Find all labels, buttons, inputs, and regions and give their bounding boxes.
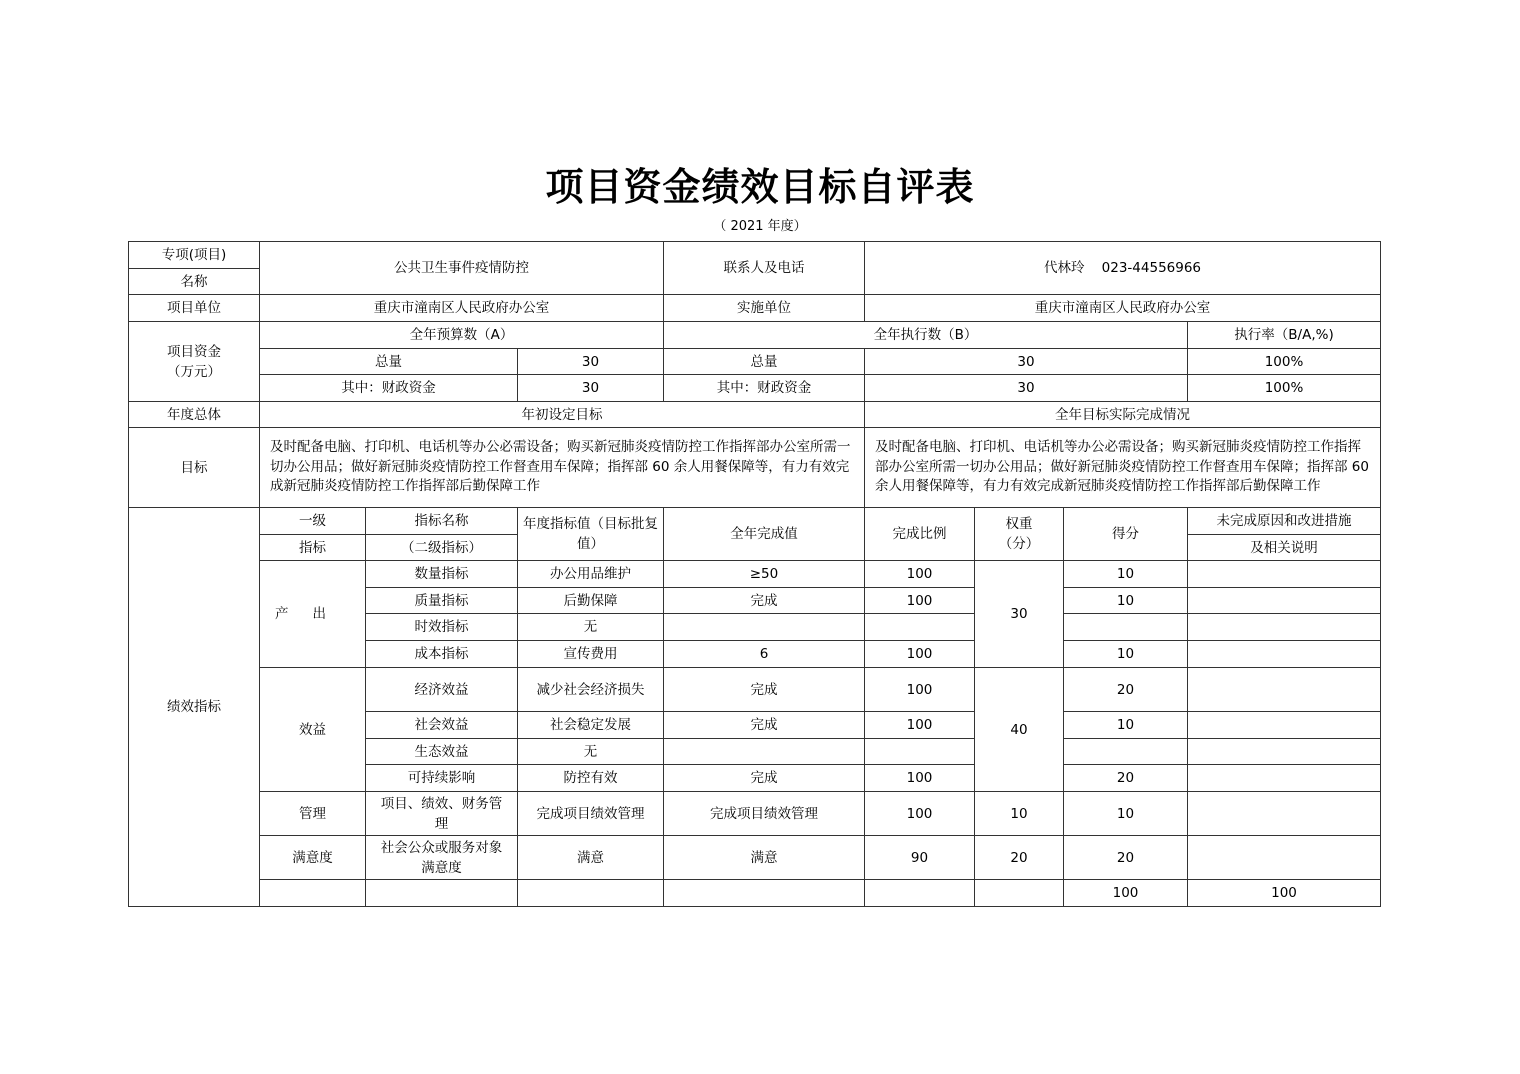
project-name-row: [129, 242, 1381, 269]
row-name: 生态效益: [366, 739, 518, 765]
row-name: 经济效益: [366, 668, 518, 712]
satisfaction-level1: 满意度: [260, 836, 366, 880]
total-weight: 100: [1064, 880, 1188, 907]
satisfaction-score: 20: [1064, 836, 1188, 880]
row-annual: 后勤保障: [518, 588, 664, 614]
row-ratio: [865, 614, 975, 641]
satisfaction-weight: 20: [975, 836, 1064, 880]
funds-total-row: [129, 349, 1381, 375]
row-complete: 完成: [664, 765, 865, 792]
total-row: [129, 880, 1381, 907]
col-level1-b: 指标: [260, 535, 366, 561]
row-reason: [1188, 588, 1381, 614]
unit-value: 重庆市潼南区人民政府办公室: [260, 295, 664, 322]
col-annual: 年度指标值（目标批复值）: [518, 508, 664, 561]
project-name-value: 公共卫生事件疫情防控: [260, 242, 664, 295]
total-exec: 30: [865, 349, 1188, 375]
col-level1-a: 一级: [260, 508, 366, 535]
row-name: 数量指标: [366, 561, 518, 588]
row-score: 10: [1064, 561, 1188, 588]
goals-text-row: [129, 428, 1381, 508]
total-score: 100: [1188, 880, 1381, 907]
row-reason: [1188, 668, 1381, 712]
evaluation-table: [128, 241, 1381, 907]
row-name: 质量指标: [366, 588, 518, 614]
row-ratio: 100: [865, 588, 975, 614]
budget-header: 全年预算数（A）: [260, 322, 664, 349]
col-weight: 权重（分）: [975, 508, 1064, 561]
table-row: [129, 668, 1381, 712]
row-name: 社会效益: [366, 712, 518, 739]
col-reason-a: 未完成原因和改进措施: [1188, 508, 1381, 535]
row-name: 可持续影响: [366, 765, 518, 792]
total-exec-label: 总量: [664, 349, 865, 375]
row-ratio: 100: [865, 641, 975, 668]
goal-label: 目标: [129, 428, 260, 508]
row-complete: [664, 614, 865, 641]
manage-reason: [1188, 792, 1381, 836]
total-empty-cell: [975, 880, 1064, 907]
manage-annual: 完成项目绩效管理: [518, 792, 664, 836]
row-ratio: 100: [865, 765, 975, 792]
row-score: [1064, 614, 1188, 641]
fiscal-budget: 30: [518, 375, 664, 402]
goals-header-row: [129, 402, 1381, 428]
col-ratio: 完成比例: [865, 508, 975, 561]
row-complete: ≥50: [664, 561, 865, 588]
rate-header: 执行率（B/A,%): [1188, 322, 1381, 349]
contact-label: 联系人及电话: [664, 242, 865, 295]
satisfaction-annual: 满意: [518, 836, 664, 880]
fiscal-exec-label: 其中：财政资金: [664, 375, 865, 402]
col-score: 得分: [1064, 508, 1188, 561]
fiscal-label: 其中：财政资金: [260, 375, 518, 402]
row-score: [1064, 739, 1188, 765]
manage-level1: 管理: [260, 792, 366, 836]
impl-label: 实施单位: [664, 295, 865, 322]
row-annual: 无: [518, 614, 664, 641]
manage-score: 10: [1064, 792, 1188, 836]
total-empty-cell: [518, 880, 664, 907]
row-ratio: 100: [865, 668, 975, 712]
row-annual: 宣传费用: [518, 641, 664, 668]
manage-name: 项目、绩效、财务管理: [366, 792, 518, 836]
funds-label: 项目资金（万元）: [129, 322, 260, 402]
fiscal-exec: 30: [865, 375, 1188, 402]
row-complete: 完成: [664, 588, 865, 614]
row-name: 成本指标: [366, 641, 518, 668]
total-budget: 30: [518, 349, 664, 375]
perf-header-row: [129, 508, 1381, 535]
row-complete: 完成: [664, 712, 865, 739]
row-complete: [664, 739, 865, 765]
col-name-b: （二级指标）: [366, 535, 518, 561]
satisfaction-reason: [1188, 836, 1381, 880]
project-name-label: 专项(项目): [129, 242, 260, 269]
target-header: 年初设定目标: [260, 402, 865, 428]
weight-benefit: 40: [975, 668, 1064, 792]
impl-value: 重庆市潼南区人民政府办公室: [865, 295, 1381, 322]
goals-row-label: 年度总体: [129, 402, 260, 428]
satisfaction-ratio: 90: [865, 836, 975, 880]
page-title: 项目资金绩效目标自评表: [545, 164, 975, 209]
actual-text: 及时配备电脑、打印机、电话机等办公必需设备；购买新冠肺炎疫情防控工作指挥部办公室所需一切办公用品；做好新冠肺炎疫情防控工作督查用车保障；指挥部 60 余人用餐保障等，有力有效完成新冠肺炎疫情防控工作指挥部后勤保障工作: [865, 428, 1381, 508]
row-reason: [1188, 712, 1381, 739]
funds-fiscal-row: [129, 375, 1381, 402]
row-annual: 无: [518, 739, 664, 765]
total-empty-cell: [865, 880, 975, 907]
manage-ratio: 100: [865, 792, 975, 836]
total-empty-cell: [664, 880, 865, 907]
funds-header-row: [129, 322, 1381, 349]
col-reason-b: 及相关说明: [1188, 535, 1381, 561]
unit-label: 项目单位: [129, 295, 260, 322]
fiscal-rate: 100%: [1188, 375, 1381, 402]
row-complete: 完成: [664, 668, 865, 712]
row-reason: [1188, 614, 1381, 641]
row-reason: [1188, 765, 1381, 792]
perf-section-label: 绩效指标: [129, 508, 260, 907]
row-name: 时效指标: [366, 614, 518, 641]
row-reason: [1188, 561, 1381, 588]
total-rate: 100%: [1188, 349, 1381, 375]
row-score: 10: [1064, 588, 1188, 614]
unit-row: [129, 295, 1381, 322]
table-row: [129, 561, 1381, 588]
exec-header: 全年执行数（B）: [664, 322, 1188, 349]
weight-output: 30: [975, 561, 1064, 668]
manage-row: [129, 792, 1381, 836]
target-text: 及时配备电脑、打印机、电话机等办公必需设备；购买新冠肺炎疫情防控工作指挥部办公室所需一切办公用品；做好新冠肺炎疫情防控工作督查用车保障；指挥部 60 余人用餐保障等，有力有效完成新冠肺炎疫情防控工作指挥部后勤保障工作: [260, 428, 865, 508]
group-benefit: 效益: [260, 668, 366, 792]
row-complete: 6: [664, 641, 865, 668]
actual-header: 全年目标实际完成情况: [865, 402, 1381, 428]
year-subtitle: （ 2021 年度）: [713, 219, 807, 234]
row-ratio: [865, 739, 975, 765]
row-score: 10: [1064, 641, 1188, 668]
row-reason: [1188, 739, 1381, 765]
row-ratio: 100: [865, 712, 975, 739]
row-ratio: 100: [865, 561, 975, 588]
row-annual: 防控有效: [518, 765, 664, 792]
satisfaction-row: [129, 836, 1381, 880]
total-empty-cell: [260, 880, 366, 907]
row-score: 20: [1064, 668, 1188, 712]
total-empty-cell: [366, 880, 518, 907]
row-score: 20: [1064, 765, 1188, 792]
contact-value: 代林玲 023-44556966: [865, 242, 1381, 295]
row-reason: [1188, 641, 1381, 668]
row-annual: 减少社会经济损失: [518, 668, 664, 712]
row-score: 10: [1064, 712, 1188, 739]
manage-complete: 完成项目绩效管理: [664, 792, 865, 836]
row-annual: 办公用品维护: [518, 561, 664, 588]
total-label: 总量: [260, 349, 518, 375]
project-name-label-2: 名称: [129, 269, 260, 295]
satisfaction-complete: 满意: [664, 836, 865, 880]
satisfaction-name: 社会公众或服务对象满意度: [366, 836, 518, 880]
manage-weight: 10: [975, 792, 1064, 836]
col-complete: 全年完成值: [664, 508, 865, 561]
col-name-a: 指标名称: [366, 508, 518, 535]
group-output: 产出: [260, 561, 366, 668]
row-annual: 社会稳定发展: [518, 712, 664, 739]
